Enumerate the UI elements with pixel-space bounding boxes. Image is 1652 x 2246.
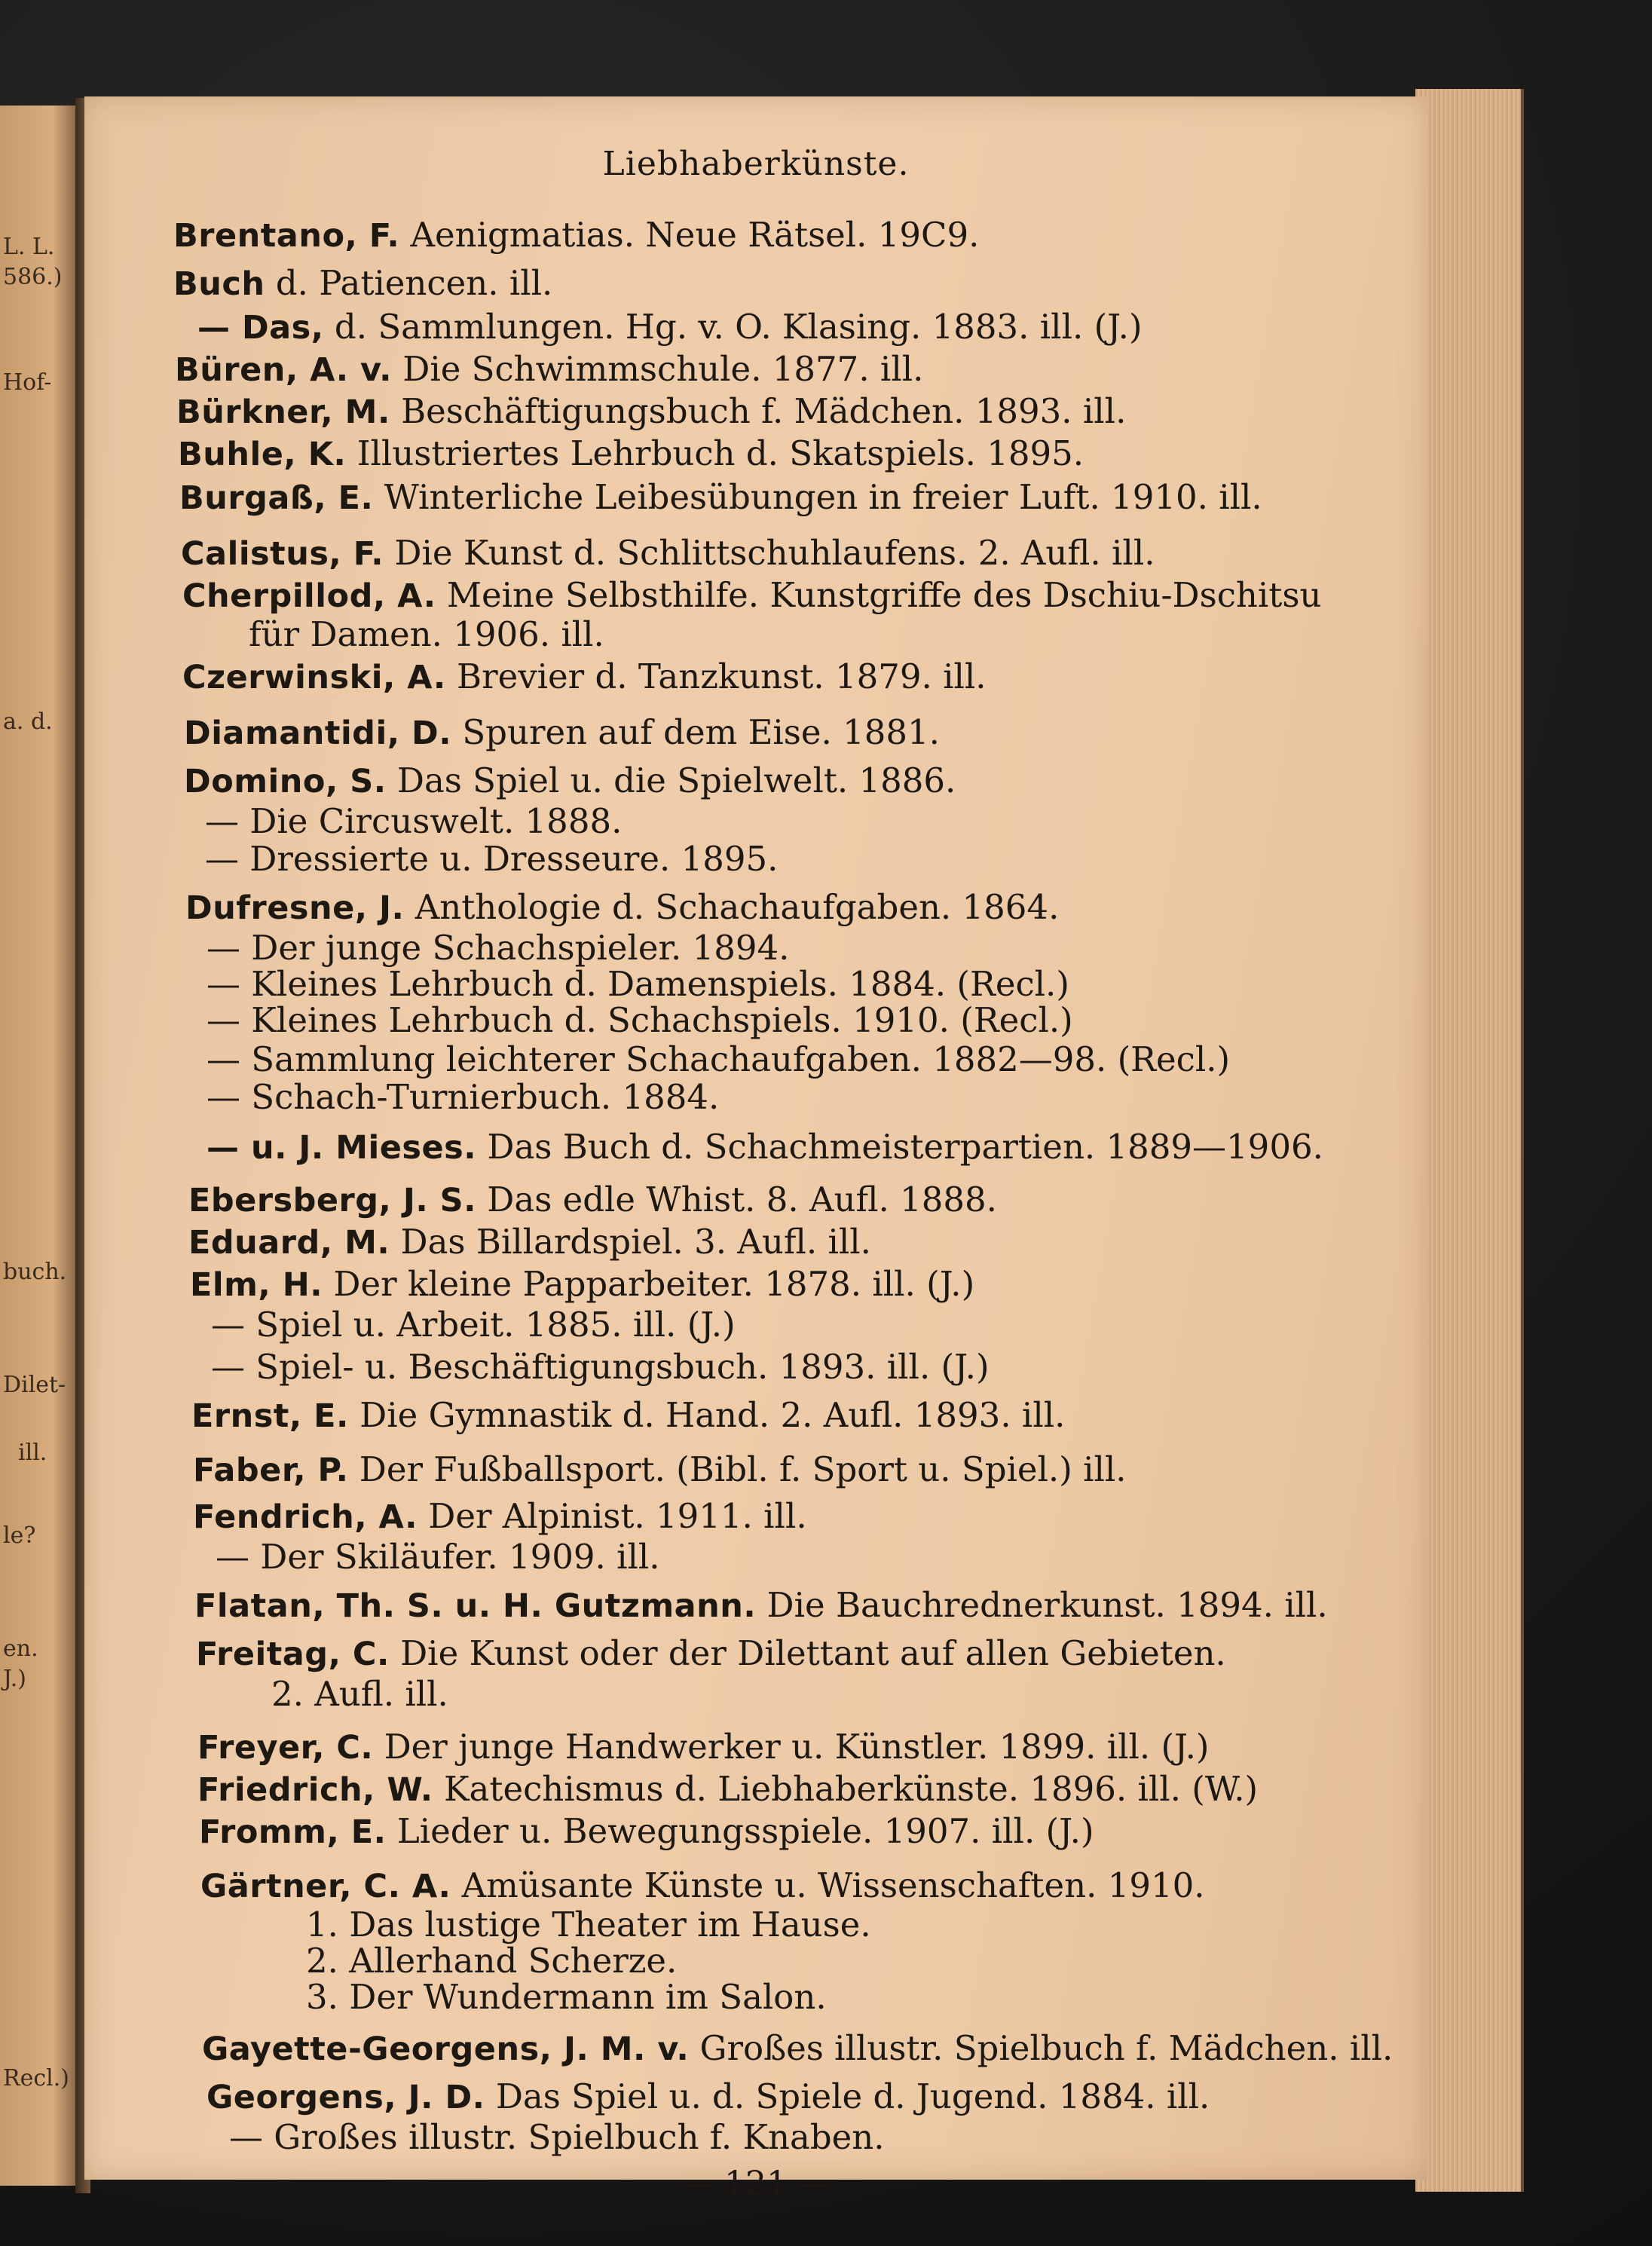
list-item: Eduard, M. Das Billardspiel. 3. Aufl. ill. xyxy=(188,1222,871,1262)
book-page xyxy=(84,96,1427,2180)
list-item: Calistus, F. Die Kunst d. Schlittschuhlaufens. 2. Aufl. ill. xyxy=(181,533,1155,573)
list-item: — Die Circuswelt. 1888. xyxy=(205,801,623,841)
list-item: Freitag, C. Die Kunst oder der Dilettant auf allen Gebieten. xyxy=(196,1633,1226,1673)
prev-page-fragment: le? xyxy=(3,1522,36,1549)
list-item: Brentano, F. Aenigmatias. Neue Rätsel. 19C9. xyxy=(173,215,980,255)
list-item: — Das, d. Sammlungen. Hg. v. O. Klasing. 1883. ill. (J.) xyxy=(197,307,1143,347)
list-item: 2. Aufl. ill. xyxy=(271,1674,448,1714)
list-item: Georgens, J. D. Das Spiel u. d. Spiele d. Jugend. 1884. ill. xyxy=(206,2076,1210,2116)
list-item: — u. J. Mieses. Das Buch d. Schachmeisterpartien. 1889—1906. xyxy=(206,1127,1323,1167)
prev-page-fragment: Dilet- xyxy=(3,1372,66,1398)
list-item: Ebersberg, J. S. Das edle Whist. 8. Aufl. 1888. xyxy=(188,1180,997,1219)
previous-page-edge xyxy=(0,106,75,2186)
list-item: Buhle, K. Illustriertes Lehrbuch d. Skatspiels. 1895. xyxy=(178,433,1085,473)
prev-page-fragment: Recl.) xyxy=(3,2065,69,2091)
list-item: Dufresne, J. Anthologie d. Schachaufgaben. 1864. xyxy=(185,887,1060,927)
list-item: — Großes illustr. Spielbuch f. Knaben. xyxy=(229,2117,885,2157)
list-item: Fromm, E. Lieder u. Bewegungsspiele. 1907. ill. (J.) xyxy=(199,1811,1094,1851)
list-item: Cherpillod, A. Meine Selbsthilfe. Kunstgriffe des Dschiu-Dschitsu xyxy=(182,575,1322,615)
prev-page-fragment: 586.) xyxy=(3,264,63,290)
list-item: 3. Der Wundermann im Salon. xyxy=(306,1977,827,2017)
list-item: — Dressierte u. Dresseure. 1895. xyxy=(205,839,779,879)
list-item: Gayette-Georgens, J. M. v. Großes illustr. Spielbuch f. Mädchen. ill. xyxy=(202,2028,1393,2068)
list-item: Domino, S. Das Spiel u. die Spielwelt. 1886. xyxy=(184,760,956,800)
list-item: Gärtner, C. A. Amüsante Künste u. Wissenschaften. 1910. xyxy=(200,1865,1205,1905)
prev-page-fragment: J.) xyxy=(3,1666,26,1692)
prev-page-fragment: a. d. xyxy=(3,708,53,735)
list-item: — Sammlung leichterer Schachaufgaben. 1882—98. (Recl.) xyxy=(206,1039,1231,1079)
list-item: Elm, H. Der kleine Papparbeiter. 1878. ill. (J.) xyxy=(190,1264,975,1304)
list-item: 1. Das lustige Theater im Hause. xyxy=(306,1905,871,1945)
prev-page-fragment: en. xyxy=(3,1636,38,1662)
page-block-edges xyxy=(1415,89,1524,2192)
list-item: Buch d. Patiencen. ill. xyxy=(173,263,553,303)
list-item: — Spiel- u. Beschäftigungsbuch. 1893. ill. (J.) xyxy=(211,1347,990,1387)
prev-page-fragment: buch. xyxy=(3,1259,67,1285)
list-item: Diamantidi, D. Spuren auf dem Eise. 1881. xyxy=(184,712,940,752)
list-item: Burgaß, E. Winterliche Leibesübungen in freier Luft. 1910. ill. xyxy=(179,477,1262,517)
list-item: — Kleines Lehrbuch d. Damenspiels. 1884. (Recl.) xyxy=(206,964,1069,1004)
list-item: für Damen. 1906. ill. xyxy=(249,614,604,654)
list-item: Ernst, E. Die Gymnastik d. Hand. 2. Aufl. 1893. ill. xyxy=(191,1395,1066,1435)
page-number: — 121 — xyxy=(681,2165,831,2203)
prev-page-fragment: L. L. xyxy=(3,234,55,260)
list-item: — Schach-Turnierbuch. 1884. xyxy=(206,1077,720,1117)
list-item: Freyer, C. Der junge Handwerker u. Künstler. 1899. ill. (J.) xyxy=(197,1727,1210,1767)
list-item: Flatan, Th. S. u. H. Gutzmann. Die Bauchrednerkunst. 1894. ill. xyxy=(194,1585,1328,1625)
running-head: Liebhaberkünste. xyxy=(602,145,910,183)
prev-page-fragment: Hof- xyxy=(3,369,52,396)
list-item: — Der junge Schachspieler. 1894. xyxy=(206,928,790,968)
bibliography-list xyxy=(84,96,1427,2180)
list-item: Bürkner, M. Beschäftigungsbuch f. Mädchen. 1893. ill. xyxy=(176,391,1127,431)
list-item: Büren, A. v. Die Schwimmschule. 1877. ill. xyxy=(175,349,924,389)
prev-page-fragment: ill. xyxy=(18,1440,47,1466)
list-item: — Kleines Lehrbuch d. Schachspiels. 1910. (Recl.) xyxy=(206,1000,1073,1040)
list-item: — Der Skiläufer. 1909. ill. xyxy=(216,1537,660,1577)
list-item: Faber, P. Der Fußballsport. (Bibl. f. Sport u. Spiel.) ill. xyxy=(193,1449,1127,1489)
list-item: Fendrich, A. Der Alpinist. 1911. ill. xyxy=(193,1496,807,1536)
list-item: Friedrich, W. Katechismus d. Liebhaberkünste. 1896. ill. (W.) xyxy=(197,1769,1259,1809)
list-item: — Spiel u. Arbeit. 1885. ill. (J.) xyxy=(211,1305,736,1345)
list-item: 2. Allerhand Scherze. xyxy=(306,1941,678,1981)
list-item: Czerwinski, A. Brevier d. Tanzkunst. 1879. ill. xyxy=(182,656,987,696)
